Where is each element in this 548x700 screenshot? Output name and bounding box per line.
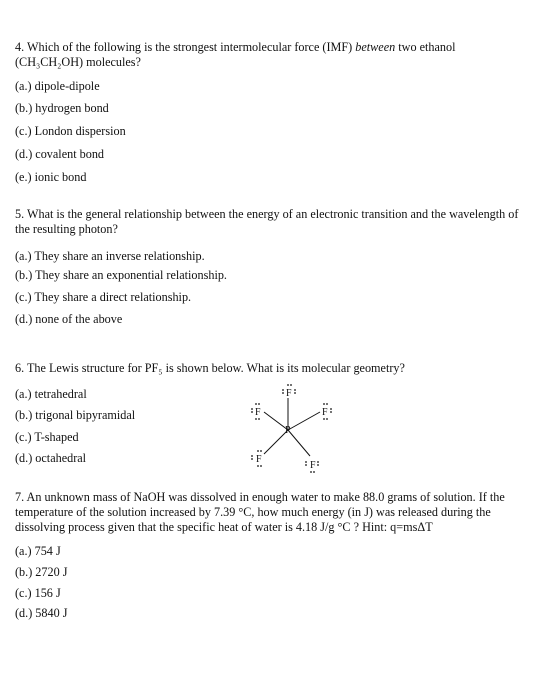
question-5: 5. What is the general relationship between the energy of an electronic transition and the wavelength of the resulting photon? bbox=[15, 207, 519, 236]
question-6: 6. The Lewis structure for PF₅ is shown below. What is its molecular geometry? bbox=[15, 361, 405, 375]
q4-option-b: (b.) hydrogen bond bbox=[15, 101, 109, 115]
q4-option-a: (a.) dipole-dipole bbox=[15, 79, 100, 93]
bond-equatorial-back bbox=[288, 430, 310, 456]
q5-option-d: (d.) none of the above bbox=[15, 312, 123, 326]
question-4-text: Which of the following is the strongest intermolecular force (IMF) bbox=[26, 40, 353, 54]
q5-option-c: (c.) They share a direct relationship. bbox=[15, 290, 192, 304]
q6-option-a: (a.) tetrahedral bbox=[15, 387, 87, 401]
q4-option-d: (d.) covalent bond bbox=[15, 147, 105, 161]
atom-f-top: F bbox=[286, 388, 292, 399]
bond-equatorial-right bbox=[288, 412, 320, 430]
question-4-number: 4. bbox=[15, 40, 25, 54]
q7-option-c: (c.) 156 J bbox=[15, 586, 61, 600]
question-7: 7. An unknown mass of NaOH was dissolved in enough water to make 88.0 grams of solution. If the temperature of the solution increased by 7.39 °C, how much energy (in J) was released during the dissolving process given that the specific heat of water is 4.18 J/g °C ? Hint: q=msΔT bbox=[15, 490, 505, 534]
question-4-formula: (CH₃CH₂OH) molecules? bbox=[15, 55, 141, 69]
q4-option-e: (e.) ionic bond bbox=[15, 170, 87, 184]
question-4 bbox=[15, 40, 527, 70]
q7-option-a: (a.) 754 J bbox=[15, 544, 61, 558]
atom-f-right: F bbox=[322, 407, 328, 418]
q5-option-b: (b.) They share an exponential relationship. bbox=[15, 268, 227, 282]
pf5-lewis-structure bbox=[240, 382, 340, 474]
q4-option-c: (c.) London dispersion bbox=[15, 124, 126, 138]
question-4-text-end: two ethanol bbox=[398, 40, 456, 54]
pf5-lewis-diagram bbox=[240, 382, 340, 474]
question-4-emphasis: between bbox=[355, 40, 396, 54]
atom-f-left: F bbox=[255, 407, 261, 418]
q7-option-d: (d.) 5840 J bbox=[15, 606, 68, 620]
q7-option-b: (b.) 2720 J bbox=[15, 565, 68, 579]
q6-option-c: (c.) T-shaped bbox=[15, 430, 79, 444]
atom-f-bottom-right: F bbox=[310, 460, 316, 471]
q5-option-a: (a.) They share an inverse relationship. bbox=[15, 249, 205, 263]
atom-f-bottom-left: F bbox=[256, 454, 262, 465]
q6-option-d: (d.) octahedral bbox=[15, 451, 87, 465]
q6-option-b: (b.) trigonal bipyramidal bbox=[15, 408, 136, 422]
atom-p: P bbox=[285, 425, 291, 436]
